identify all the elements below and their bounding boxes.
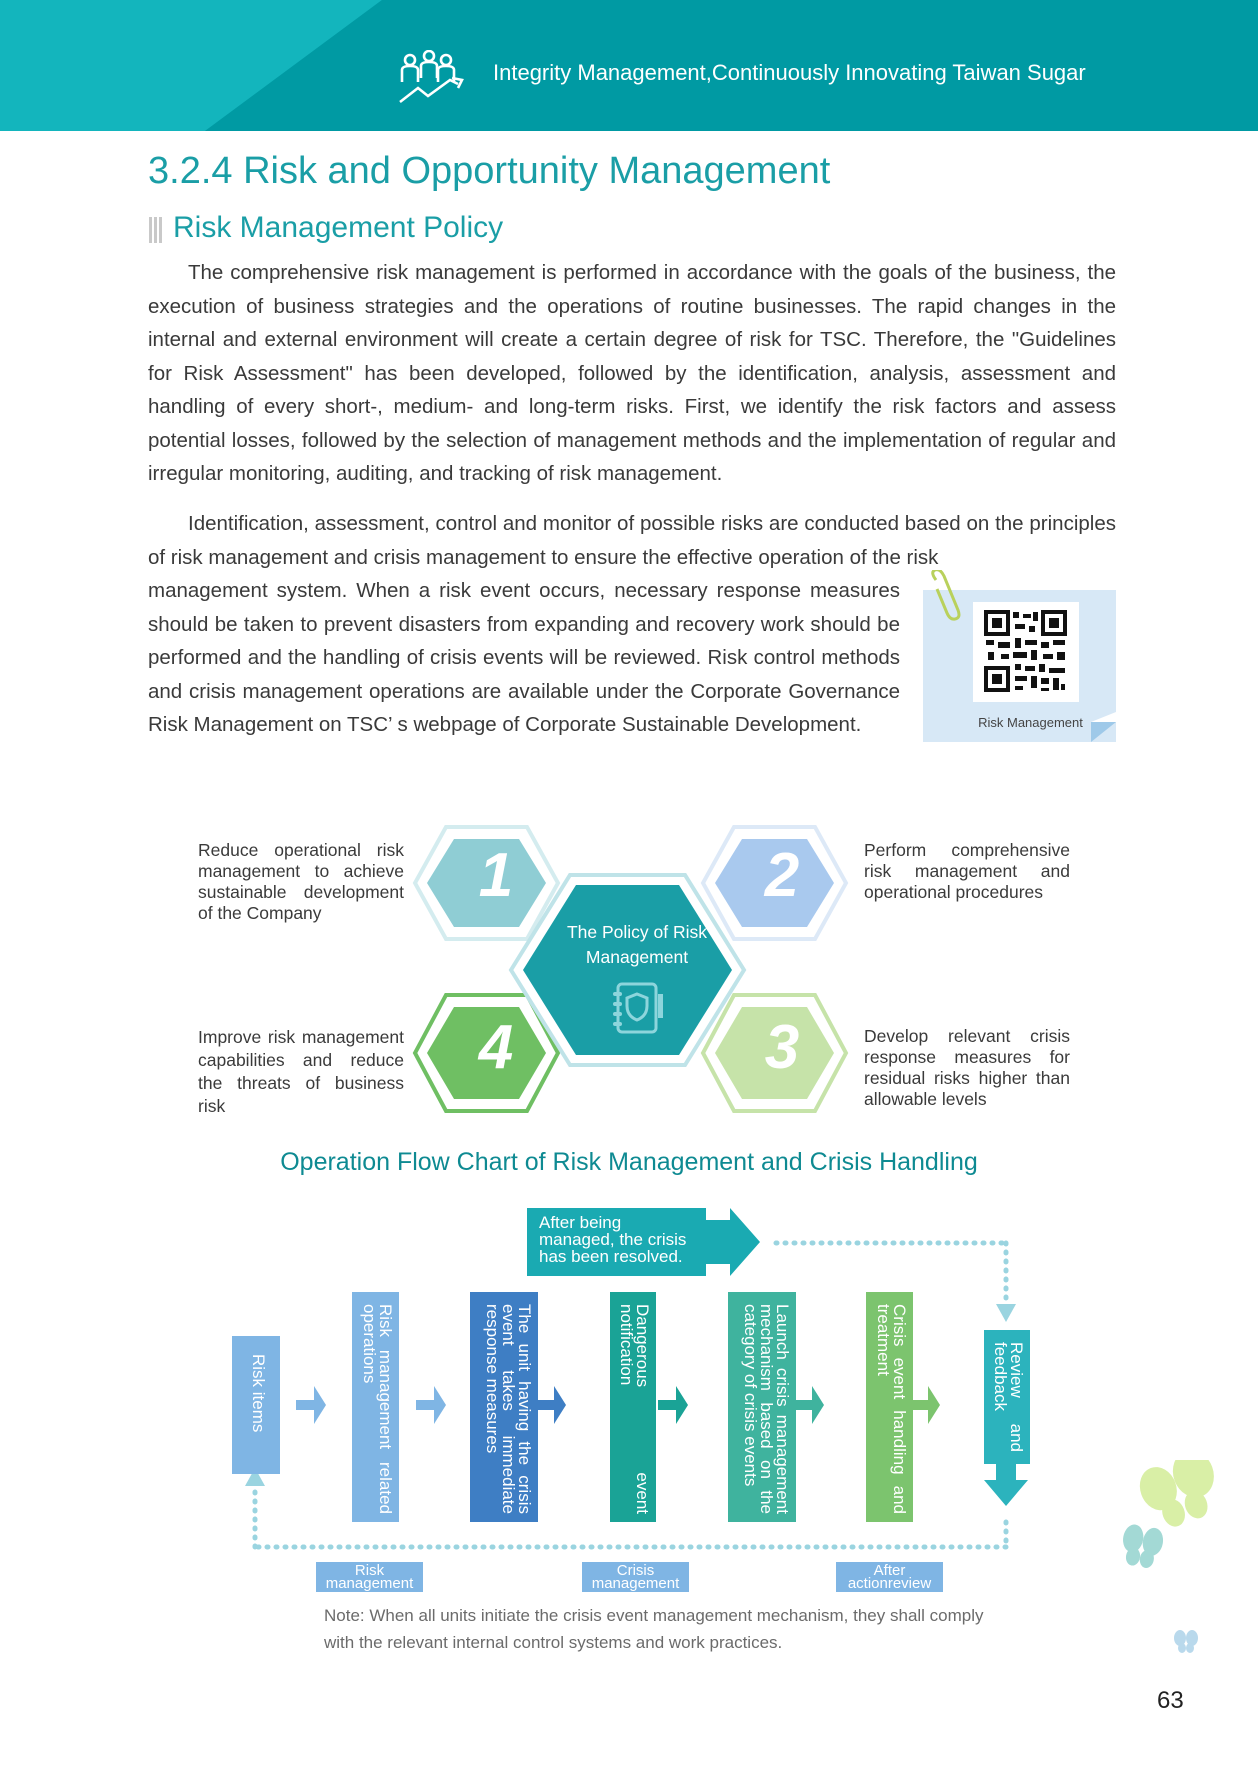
stage-label-crisis: Crisis management bbox=[582, 1562, 689, 1592]
stage-label-review: After actionreview bbox=[836, 1562, 943, 1592]
policy-text-1: Reduce operational risk management to achieve sustainable development of the Company bbox=[198, 840, 404, 923]
page-number: 63 bbox=[1157, 1687, 1184, 1714]
butterfly-decoration-icon bbox=[1120, 1460, 1230, 1660]
flow-step-6: Crisis event handling and treatment bbox=[866, 1292, 913, 1522]
policy-num-3: 3 bbox=[764, 1013, 800, 1082]
policy-num-4: 4 bbox=[478, 1013, 514, 1082]
header-title: Integrity Management,Continuously Innovating Taiwan Sugar bbox=[493, 60, 1086, 85]
paragraph-2b: management system. When a risk event occurs, necessary response measures should be taken to prevent disasters from expanding and recovery work should be performed and the handling of crisis events will be reviewed. Risk control methods and crisis management operations are available under the Corporate Governance Risk Management on TSC’ s webpage of Corporate Sustainable Development. bbox=[148, 579, 900, 736]
flow-note: Note: When all units initiate the crisis event management mechanism, they shall comply with the relevant internal control systems and work practices. bbox=[324, 1606, 984, 1652]
qr-card-decoration bbox=[923, 570, 1128, 745]
shield-notebook-icon bbox=[608, 980, 666, 1036]
flow-step-1: Risk items bbox=[232, 1336, 280, 1474]
section-title: 3.2.4 Risk and Opportunity Management bbox=[148, 150, 831, 192]
flow-step-7: Review and feedback bbox=[984, 1330, 1030, 1464]
policy-text-4: Improve risk management capabilities and reduce the threats of business risk bbox=[198, 1027, 404, 1116]
policy-center-title: The Policy of Risk Management bbox=[566, 922, 708, 967]
policy-num-2: 2 bbox=[764, 841, 800, 910]
subtitle-bar bbox=[149, 217, 163, 243]
paragraph-1: The comprehensive risk management is performed in accordance with the goals of the business, the execution of business strategies and the operations of routine businesses. The rapid changes in the internal and external environment will create a certain degree of risk for TSC. Therefore, the "Guidelines for Risk Assessment" has been developed, followed by the identification, analysis, assessment and handling of every short-, medium- and long-term risks. First, we identify the risk factors and assess potential losses, followed by the selection of management methods and the implementation of regular and irregular monitoring, auditing, and tracking of risk management. bbox=[148, 261, 1116, 485]
page-header bbox=[0, 0, 1258, 131]
stage-label-risk: Risk management bbox=[316, 1562, 423, 1592]
flow-step-2: Risk management related operations bbox=[352, 1292, 399, 1522]
flow-chart-title: Operation Flow Chart of Risk Management and Crisis Handling bbox=[280, 1148, 978, 1176]
flow-step-3: The unit having the crisis event takes immediate response measures bbox=[470, 1292, 538, 1522]
policy-text-3: Develop relevant crisis response measures for residual risks higher than allowable levels bbox=[864, 1026, 1070, 1109]
flow-top-box: After being managed, the crisis has been resolved. bbox=[527, 1208, 706, 1276]
policy-text-2: Perform comprehensive risk management and operational procedures bbox=[864, 840, 1070, 902]
qr-label: Risk Management bbox=[978, 715, 1083, 730]
section-subtitle: Risk Management Policy bbox=[173, 211, 504, 244]
paragraph-2a: Identification, assessment, control and monitor of possible risks are conducted based on the principles of risk management and crisis management to ensure the effective operation of the risk bbox=[148, 512, 1116, 569]
flow-step-5: Launch crisis management mechanism based on the category of crisis events bbox=[728, 1292, 796, 1522]
people-growth-icon bbox=[396, 50, 468, 108]
flow-step-4: Dangerous event notification bbox=[610, 1292, 656, 1522]
policy-num-1: 1 bbox=[478, 841, 514, 910]
